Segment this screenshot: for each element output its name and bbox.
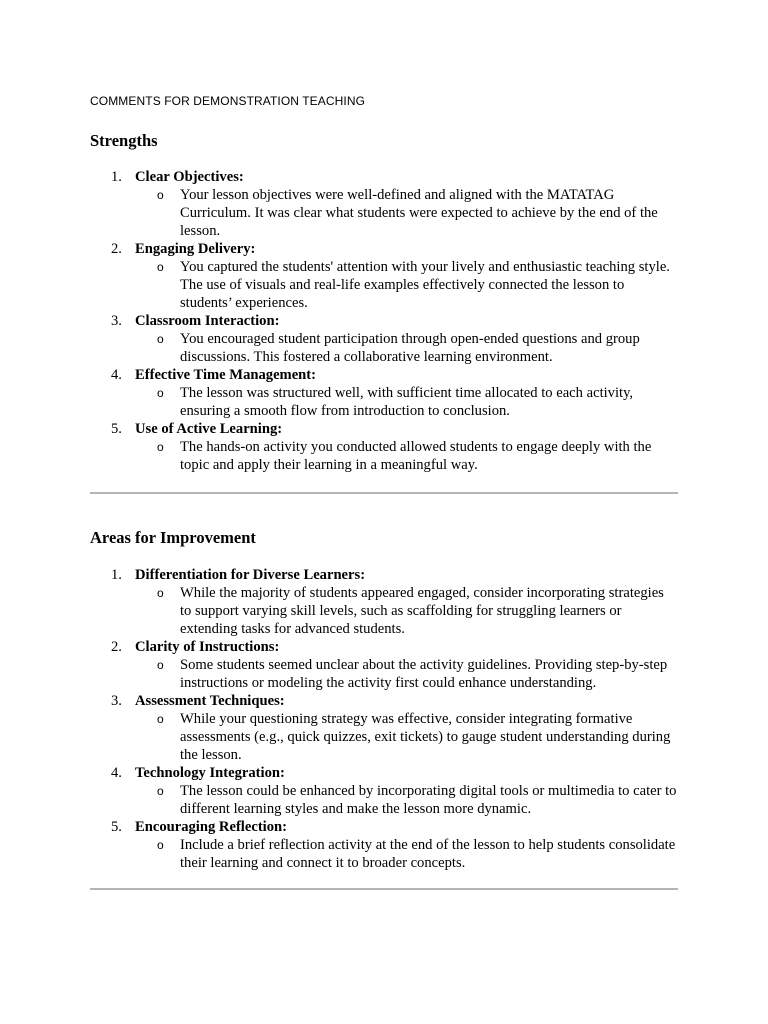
item-number: 3.: [111, 313, 122, 329]
item-comment: [157, 836, 678, 872]
item-label: Classroom Interaction:: [135, 313, 280, 329]
item-number: 1.: [111, 567, 122, 583]
item-comment-text: While your questioning strategy was effective, consider integrating formative assessments (e.g., quick quizzes, exit tickets) to gauge student understanding during the lesson.: [180, 711, 671, 763]
item-comment: [157, 258, 678, 312]
item-number: 2.: [111, 639, 122, 655]
list-item: [90, 764, 678, 818]
list-item: [90, 240, 678, 312]
section-divider: [90, 888, 678, 890]
item-comment-text: The hands-on activity you conducted allowed students to engage deeply with the topic and apply their learning in a meaningful way.: [180, 439, 652, 473]
bullet-icon: o: [157, 784, 164, 798]
item-comment-text: Include a brief reflection activity at the end of the lesson to help students consolidate their learning and connect it to broader concepts.: [180, 837, 676, 871]
bullet-icon: o: [157, 712, 164, 726]
list-item: [90, 366, 678, 420]
item-number: 4.: [111, 765, 122, 781]
section-divider: [90, 492, 678, 494]
item-comment: [157, 186, 678, 240]
item-comment: [157, 782, 678, 818]
bullet-icon: o: [157, 586, 164, 600]
strengths-list: [90, 168, 678, 474]
item-label: Encouraging Reflection:: [135, 819, 288, 835]
list-item: [90, 566, 678, 638]
bullet-icon: o: [157, 838, 164, 852]
list-item: [90, 312, 678, 366]
bullet-icon: o: [157, 332, 164, 346]
item-comment: [157, 330, 678, 366]
item-comment-text: While the majority of students appeared engaged, consider incorporating strategies to support varying skill levels, such as scaffolding for struggling learners or extending tasks for advanced students.: [180, 585, 664, 637]
list-item: [90, 692, 678, 764]
list-item: [90, 420, 678, 474]
item-comment: [157, 384, 678, 420]
item-label: Use of Active Learning:: [135, 421, 283, 437]
item-number: 1.: [111, 169, 122, 185]
item-number: 5.: [111, 819, 122, 835]
item-comment-text: You captured the students' attention with your lively and enthusiastic teaching style. The use of visuals and real-life examples effectively connected the lesson to students’ experiences.: [180, 259, 670, 311]
bullet-icon: o: [157, 440, 164, 454]
item-number: 3.: [111, 693, 122, 709]
document-title: COMMENTS FOR DEMONSTRATION TEACHING: [90, 94, 366, 108]
improvement-list: [90, 566, 678, 872]
item-label: Effective Time Management:: [135, 367, 317, 383]
strengths-heading: Strengths: [90, 131, 158, 150]
item-label: Clear Objectives:: [135, 169, 244, 185]
item-comment-text: You encouraged student participation through open-ended questions and group discussions. This fostered a collaborative learning environment.: [180, 331, 640, 365]
bullet-icon: o: [157, 386, 164, 400]
item-comment-text: Your lesson objectives were well-defined and aligned with the MATATAG Curriculum. It was clear what students were expected to achieve by the end of the lesson.: [180, 187, 658, 239]
list-item: [90, 638, 678, 692]
item-label: Clarity of Instructions:: [135, 639, 280, 655]
item-label: Assessment Techniques:: [135, 693, 285, 709]
item-comment-text: The lesson could be enhanced by incorporating digital tools or multimedia to cater to different learning styles and make the lesson more dynamic.: [180, 783, 677, 817]
improvement-heading: Areas for Improvement: [90, 528, 256, 547]
item-comment: [157, 438, 678, 474]
bullet-icon: o: [157, 188, 164, 202]
bullet-icon: o: [157, 260, 164, 274]
item-comment: [157, 710, 678, 764]
list-item: [90, 818, 678, 872]
item-comment: [157, 656, 678, 692]
item-label: Technology Integration:: [135, 765, 285, 781]
item-label: Differentiation for Diverse Learners:: [135, 567, 366, 583]
item-comment-text: The lesson was structured well, with sufficient time allocated to each activity, ensuring a smooth flow from introduction to conclusion.: [180, 385, 634, 419]
item-label: Engaging Delivery:: [135, 241, 256, 257]
item-comment: [157, 584, 678, 638]
bullet-icon: o: [157, 658, 164, 672]
item-number: 5.: [111, 421, 122, 437]
item-comment-text: Some students seemed unclear about the activity guidelines. Providing step-by-step instructions or modeling the activity first could enhance understanding.: [180, 657, 668, 691]
item-number: 4.: [111, 367, 122, 383]
list-item: [90, 168, 678, 240]
item-number: 2.: [111, 241, 122, 257]
